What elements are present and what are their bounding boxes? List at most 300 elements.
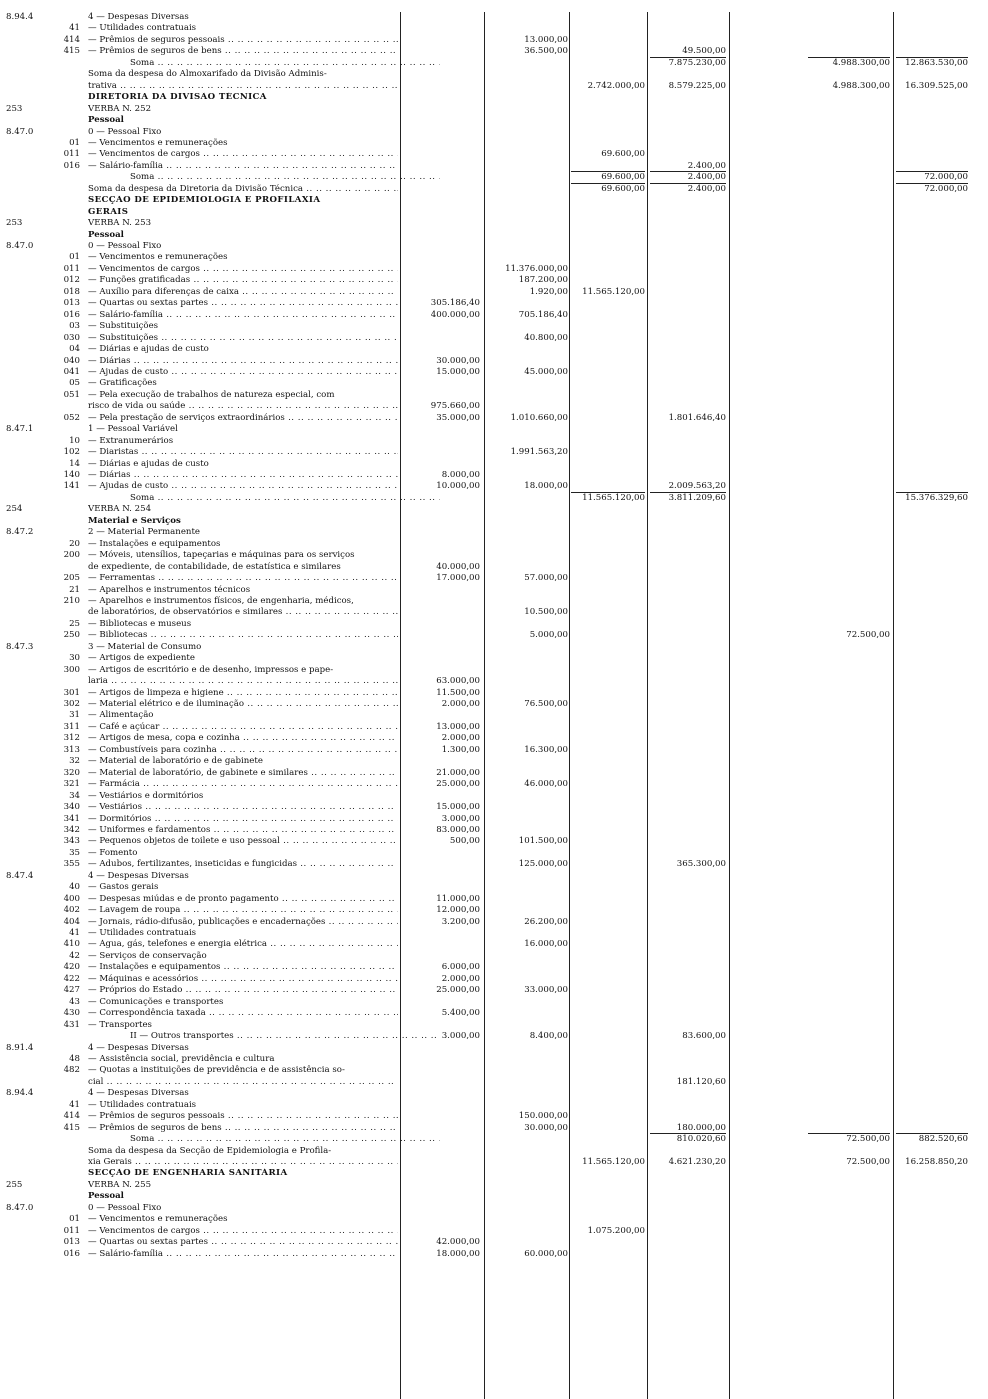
sum-rule — [808, 57, 890, 58]
row-subcode: 20 — [69, 538, 80, 549]
row-description — [130, 58, 440, 69]
row-description — [88, 688, 398, 699]
row-description — [88, 722, 398, 733]
row-code: 8.47.4 — [6, 870, 34, 881]
row-description — [88, 1077, 398, 1088]
amount-c4: 2.400,00 — [687, 183, 726, 194]
amount-c4: 8.579.225,00 — [668, 80, 726, 91]
amount-c2: 101.500,00 — [518, 836, 568, 847]
row-subcode: 041 — [63, 366, 80, 377]
table-row — [0, 802, 988, 813]
row-subcode: 200 — [63, 550, 80, 561]
amount-c2: 5.000,00 — [529, 630, 568, 641]
table-row — [0, 390, 988, 401]
table-row — [0, 779, 988, 790]
row-subcode: 013 — [63, 1237, 80, 1248]
table-row — [0, 35, 988, 46]
amount-c6: 72.000,00 — [924, 183, 968, 194]
row-description — [88, 1168, 398, 1179]
amount-c3: 69.600,00 — [601, 183, 645, 194]
row-description — [88, 401, 398, 412]
row-description-text: — Alimentação — [88, 710, 154, 721]
row-description — [88, 848, 398, 859]
row-description-text: — Vencimentos de cargos — [88, 1225, 200, 1236]
table-row — [0, 436, 988, 447]
row-subcode: 404 — [63, 916, 80, 927]
amount-c1: 6.000,00 — [441, 962, 480, 973]
row-description-text: VERBA N. 255 — [88, 1179, 152, 1190]
amount-c4: 1.801.646,40 — [668, 412, 726, 423]
table-row — [0, 333, 988, 344]
sum-rule — [896, 183, 968, 184]
row-description-text: Soma da despesa da Secção de Epidemiologia e Profila- — [88, 1145, 332, 1156]
row-description — [88, 115, 398, 126]
table-row — [0, 665, 988, 676]
row-description-text: — Salário-família — [88, 309, 163, 320]
sum-rule — [650, 183, 726, 184]
table-row — [0, 962, 988, 973]
table-row — [0, 195, 988, 206]
table-row — [0, 1226, 988, 1237]
table-row — [0, 1168, 988, 1179]
row-description — [88, 562, 398, 573]
amount-c1: 3.000,00 — [441, 1031, 480, 1042]
table-row — [0, 481, 988, 492]
table-row — [0, 1180, 988, 1191]
row-description — [88, 252, 398, 263]
row-description-text: — Diárias e ajudas de custo — [88, 344, 209, 355]
row-description-text: — Utilidades contratuais — [88, 23, 197, 34]
amount-c2: 1.010.660,00 — [510, 412, 568, 423]
amount-c2: 1.920,00 — [529, 286, 568, 297]
amount-c2: 705.186,40 — [518, 309, 568, 320]
row-description-text: — Vencimentos de cargos — [88, 263, 200, 274]
table-row — [0, 367, 988, 378]
row-description — [88, 951, 398, 962]
row-description — [88, 12, 398, 23]
row-description-text: — Prêmios de seguros de bens — [88, 46, 222, 57]
row-subcode: 30 — [69, 653, 80, 664]
row-description-text: — Pequenos objetos de toilete e uso pessoal — [88, 836, 280, 847]
row-subcode: 21 — [69, 584, 80, 595]
row-description-text: — Despesas miúdas e de pronto pagamento — [88, 893, 279, 904]
row-subcode: 312 — [63, 733, 80, 744]
amount-c1: 25.000,00 — [436, 985, 480, 996]
amount-c1: 11.500,00 — [436, 687, 480, 698]
row-subcode: 35 — [69, 847, 80, 858]
row-description-text: — Vestiários e dormitórios — [88, 790, 204, 801]
amount-c2: 1.991.563,20 — [510, 447, 568, 458]
row-subcode: 210 — [63, 595, 80, 606]
amount-c2: 11.376.000,00 — [505, 263, 568, 274]
table-row — [0, 218, 988, 229]
table-row — [0, 252, 988, 263]
amount-c2: 8.400,00 — [529, 1031, 568, 1042]
row-description-text: — Aparelhos e instrumentos físicos, de engenharia, médicos, — [88, 595, 354, 606]
table-row — [0, 69, 988, 80]
row-description-text: — Extranumerários — [88, 435, 174, 446]
amount-c1: 2.000,00 — [441, 733, 480, 744]
row-description — [88, 92, 398, 103]
row-description — [88, 1020, 398, 1031]
table-row — [0, 58, 988, 69]
amount-c3: 1.075.200,00 — [587, 1225, 645, 1236]
amount-c1: 40.000,00 — [436, 561, 480, 572]
row-subcode: 43 — [69, 996, 80, 1007]
row-description-text: — Correspondência taxada — [88, 1008, 206, 1019]
table-row — [0, 241, 988, 252]
table-row — [0, 939, 988, 950]
row-description — [88, 241, 398, 252]
amount-c1: 15.000,00 — [436, 366, 480, 377]
row-description-text: 4 — Despesas Diversas — [88, 1088, 189, 1099]
amount-c1: 18.000,00 — [436, 1248, 480, 1259]
row-subcode: 313 — [63, 744, 80, 755]
row-description — [88, 356, 398, 367]
sum-rule — [896, 171, 968, 172]
row-description — [88, 710, 398, 721]
row-subcode: 420 — [63, 962, 80, 973]
row-description — [88, 481, 398, 492]
table-row — [0, 1111, 988, 1122]
row-description-text: Pessoal — [88, 115, 124, 126]
row-description — [88, 653, 398, 664]
table-row — [0, 356, 988, 367]
amount-c5: 4.988.300,00 — [832, 80, 890, 91]
row-description-text: Soma — [130, 492, 155, 503]
row-description — [88, 1054, 398, 1065]
row-subcode: 102 — [63, 447, 80, 458]
row-subcode: 012 — [63, 275, 80, 286]
row-description-text: — Gastos gerais — [88, 882, 159, 893]
row-description — [88, 756, 398, 767]
table-row — [0, 825, 988, 836]
amount-c2: 125.000,00 — [518, 859, 568, 870]
row-description-text: 2 — Material Permanente — [88, 527, 201, 538]
row-description — [88, 825, 398, 836]
row-description-text: — Aparelhos e instrumentos técnicos — [88, 584, 251, 595]
row-subcode: 415 — [63, 46, 80, 57]
row-description — [88, 1008, 398, 1019]
row-code: 8.94.4 — [6, 1088, 34, 1099]
table-row — [0, 149, 988, 160]
amount-c1: 25.000,00 — [436, 779, 480, 790]
row-description-text: — Quotas a instituições de previdência e de assistência so- — [88, 1065, 345, 1076]
row-description — [88, 149, 398, 160]
table-row — [0, 504, 988, 515]
table-row — [0, 207, 988, 218]
sum-rule — [571, 183, 645, 184]
table-row — [0, 630, 988, 641]
amount-c1: 500,00 — [449, 836, 480, 847]
row-description — [88, 195, 398, 206]
row-code: 8.94.4 — [6, 12, 34, 22]
row-description — [88, 665, 398, 676]
table-row — [0, 733, 988, 744]
row-description — [88, 333, 398, 344]
row-description — [88, 310, 398, 321]
amount-c6: 72.000,00 — [924, 172, 968, 183]
amount-c1: 13.000,00 — [436, 721, 480, 732]
amount-c4: 2.400,00 — [687, 160, 726, 171]
amount-c1: 12.000,00 — [436, 905, 480, 916]
row-subcode: 31 — [69, 710, 80, 721]
table-row — [0, 1008, 988, 1019]
row-description — [88, 447, 398, 458]
amount-c2: 45.000,00 — [524, 366, 568, 377]
row-description-text: Soma da despesa do Almoxarifado da Divisão Adminis- — [88, 69, 327, 80]
row-subcode: 03 — [69, 321, 80, 332]
amount-c1: 11.000,00 — [436, 893, 480, 904]
row-subcode: 410 — [63, 939, 80, 950]
amount-c4: 180.000,00 — [676, 1122, 726, 1133]
row-description-text: — Material de laboratório, de gabinete e similares — [88, 767, 308, 778]
amount-c1: 3.200,00 — [441, 916, 480, 927]
row-subcode: 42 — [69, 950, 80, 961]
amount-c1: 2.000,00 — [441, 699, 480, 709]
row-description-text: — Substituições — [88, 321, 159, 332]
row-subcode: 302 — [63, 699, 80, 709]
row-description — [88, 573, 398, 584]
row-description — [88, 871, 398, 882]
amount-c2: 16.300,00 — [524, 744, 568, 755]
row-description — [88, 997, 398, 1008]
row-description — [88, 928, 398, 939]
row-subcode: 415 — [63, 1122, 80, 1133]
table-row — [0, 127, 988, 138]
row-description — [130, 1134, 440, 1145]
row-description — [88, 230, 398, 241]
row-description — [88, 642, 398, 653]
table-row — [0, 836, 988, 847]
row-subcode: 321 — [63, 779, 80, 790]
row-description-text: — Serviços de conservação — [88, 950, 207, 961]
row-description — [88, 23, 398, 34]
table-row — [0, 138, 988, 149]
table-row — [0, 596, 988, 607]
sum-rule — [571, 171, 645, 172]
table-row — [0, 470, 988, 481]
table-row — [0, 894, 988, 905]
table-row — [0, 928, 988, 939]
table-row — [0, 562, 988, 573]
table-row — [0, 23, 988, 34]
row-subcode: 41 — [69, 23, 80, 34]
row-description-text: 0 — Pessoal Fixo — [88, 1202, 162, 1213]
table-row — [0, 1123, 988, 1134]
row-description-text: Soma — [130, 1134, 155, 1145]
row-subcode: 016 — [63, 309, 80, 320]
row-subcode: 030 — [63, 332, 80, 343]
amount-c4: 49.500,00 — [682, 46, 726, 57]
row-description-text: — Ferramentas — [88, 573, 155, 584]
amount-c2: 40.800,00 — [524, 332, 568, 343]
row-description-text: — Salário-família — [88, 1248, 163, 1259]
table-row — [0, 459, 988, 470]
table-row — [0, 230, 988, 241]
row-description-text: — Lavagem de roupa — [88, 905, 181, 916]
table-row — [0, 1043, 988, 1054]
row-description — [88, 459, 398, 470]
row-description — [88, 1237, 398, 1248]
table-row — [0, 722, 988, 733]
amount-c3: 11.565.120,00 — [582, 492, 645, 503]
row-description-text: 0 — Pessoal Fixo — [88, 241, 162, 251]
amount-c6: 12.863.530,00 — [905, 57, 968, 68]
table-row — [0, 642, 988, 653]
row-description — [88, 287, 398, 298]
table-row — [0, 905, 988, 916]
amount-c4: 7.875.230,00 — [668, 57, 726, 68]
row-description — [88, 802, 398, 813]
row-description — [88, 138, 398, 149]
row-description — [88, 745, 398, 756]
row-description — [88, 527, 398, 538]
row-description-text: — Diárias — [88, 470, 131, 480]
row-description-text: Pessoal — [88, 1191, 124, 1202]
row-description-text: 4 — Despesas Diversas — [88, 1042, 189, 1053]
amount-c2: 46.000,00 — [524, 779, 568, 790]
row-description — [88, 127, 398, 138]
table-row — [0, 184, 988, 195]
table-row — [0, 172, 988, 183]
row-description-text: GERAIS — [88, 206, 129, 217]
row-subcode: 011 — [63, 149, 80, 160]
table-row — [0, 745, 988, 756]
row-description-text: — Adubos, fertilizantes, inseticidas e fungicidas — [88, 859, 298, 870]
table-row — [0, 710, 988, 721]
table-row — [0, 413, 988, 424]
table-row — [0, 1054, 988, 1065]
amount-c3: 11.565.120,00 — [582, 286, 645, 297]
table-row — [0, 321, 988, 332]
row-description — [88, 1088, 398, 1099]
row-subcode: 011 — [63, 1225, 80, 1236]
row-description — [88, 207, 398, 218]
row-subcode: 427 — [63, 985, 80, 996]
table-row — [0, 1146, 988, 1157]
amount-c1: 15.000,00 — [436, 802, 480, 813]
row-description-text: — Ajudas de custo — [88, 366, 169, 377]
row-subcode: 400 — [63, 893, 80, 904]
row-description — [88, 596, 398, 607]
table-row — [0, 1020, 988, 1031]
row-description — [88, 699, 398, 710]
amount-c2: 30.000,00 — [524, 1122, 568, 1133]
row-code: 8.47.1 — [6, 424, 34, 435]
amount-c4: 83.600,00 — [682, 1031, 726, 1042]
amount-c1: 2.000,00 — [441, 973, 480, 984]
amount-c2: 187.200,00 — [518, 275, 568, 286]
row-description-text: VERBA N. 254 — [88, 504, 152, 515]
row-description-text: — Bibliotecas — [88, 630, 148, 641]
amount-c5: 72.500,00 — [846, 630, 890, 641]
table-row — [0, 653, 988, 664]
table-row — [0, 275, 988, 286]
sum-rule — [896, 57, 968, 58]
amount-c1: 10.000,00 — [436, 481, 480, 492]
row-description-text: — Máquinas e acessórios — [88, 973, 199, 984]
row-subcode: 414 — [63, 34, 80, 45]
amount-c3: 69.600,00 — [601, 172, 645, 183]
row-subcode: 431 — [63, 1019, 80, 1030]
sum-rule — [650, 171, 726, 172]
table-row — [0, 81, 988, 92]
row-subcode: 48 — [69, 1053, 80, 1064]
amount-c1: 305.186,40 — [430, 298, 480, 309]
row-subcode: 41 — [69, 1099, 80, 1110]
table-row — [0, 985, 988, 996]
sum-rule — [808, 1133, 890, 1134]
row-description — [88, 321, 398, 332]
amount-c1: 400.000,00 — [430, 309, 480, 320]
table-row — [0, 1065, 988, 1076]
row-description — [88, 344, 398, 355]
row-description-text: — Material elétrico e de iluminação — [88, 699, 245, 709]
row-description — [88, 539, 398, 550]
row-description-text: — Vencimentos de cargos — [88, 149, 200, 160]
row-subcode: 300 — [63, 664, 80, 675]
row-description-text: — Auxílio para diferenças de caixa — [88, 286, 239, 297]
row-description-text: xia Gerais — [88, 1157, 132, 1167]
row-description-text: — Quartas ou sextas partes — [88, 1237, 209, 1248]
row-description-text: — Instalações e equipamentos — [88, 538, 221, 549]
row-code: 8.47.2 — [6, 527, 34, 538]
row-description-text: Soma — [130, 57, 155, 68]
table-row — [0, 699, 988, 710]
row-description — [88, 264, 398, 275]
amount-c1: 83.000,00 — [436, 824, 480, 835]
amount-c2: 76.500,00 — [524, 699, 568, 709]
table-row — [0, 401, 988, 412]
amount-c4: 2.400,00 — [687, 172, 726, 183]
sum-rule — [650, 57, 726, 58]
table-row — [0, 424, 988, 435]
row-description-text: — Funções gratificadas — [88, 275, 191, 286]
table-row — [0, 550, 988, 561]
row-subcode: 011 — [63, 263, 80, 274]
row-description-text: — Comunicações e transportes — [88, 996, 224, 1007]
table-row — [0, 1134, 988, 1145]
row-subcode: 414 — [63, 1111, 80, 1122]
row-description — [88, 35, 398, 46]
row-description-text: — Combustíveis para cozinha — [88, 744, 217, 755]
row-description-text: — Fomento — [88, 847, 138, 858]
table-row — [0, 298, 988, 309]
row-description — [88, 1157, 398, 1168]
row-description-text: 3 — Material de Consumo — [88, 641, 202, 652]
amount-c6: 882.520,60 — [918, 1134, 968, 1145]
row-description-text: — Farmácia — [88, 779, 140, 790]
table-row — [0, 378, 988, 389]
amount-c3: 11.565.120,00 — [582, 1157, 645, 1167]
row-subcode: 013 — [63, 298, 80, 309]
table-row — [0, 607, 988, 618]
row-description — [88, 779, 398, 790]
table-row — [0, 493, 988, 504]
table-row — [0, 539, 988, 550]
row-description — [88, 550, 398, 561]
row-description — [130, 172, 440, 183]
table-row — [0, 1088, 988, 1099]
row-description — [88, 104, 398, 115]
row-description — [88, 630, 398, 641]
row-description — [130, 493, 440, 504]
table-row — [0, 676, 988, 687]
row-subcode: 01 — [69, 137, 80, 148]
sum-rule — [650, 492, 726, 493]
row-subcode: 01 — [69, 252, 80, 263]
